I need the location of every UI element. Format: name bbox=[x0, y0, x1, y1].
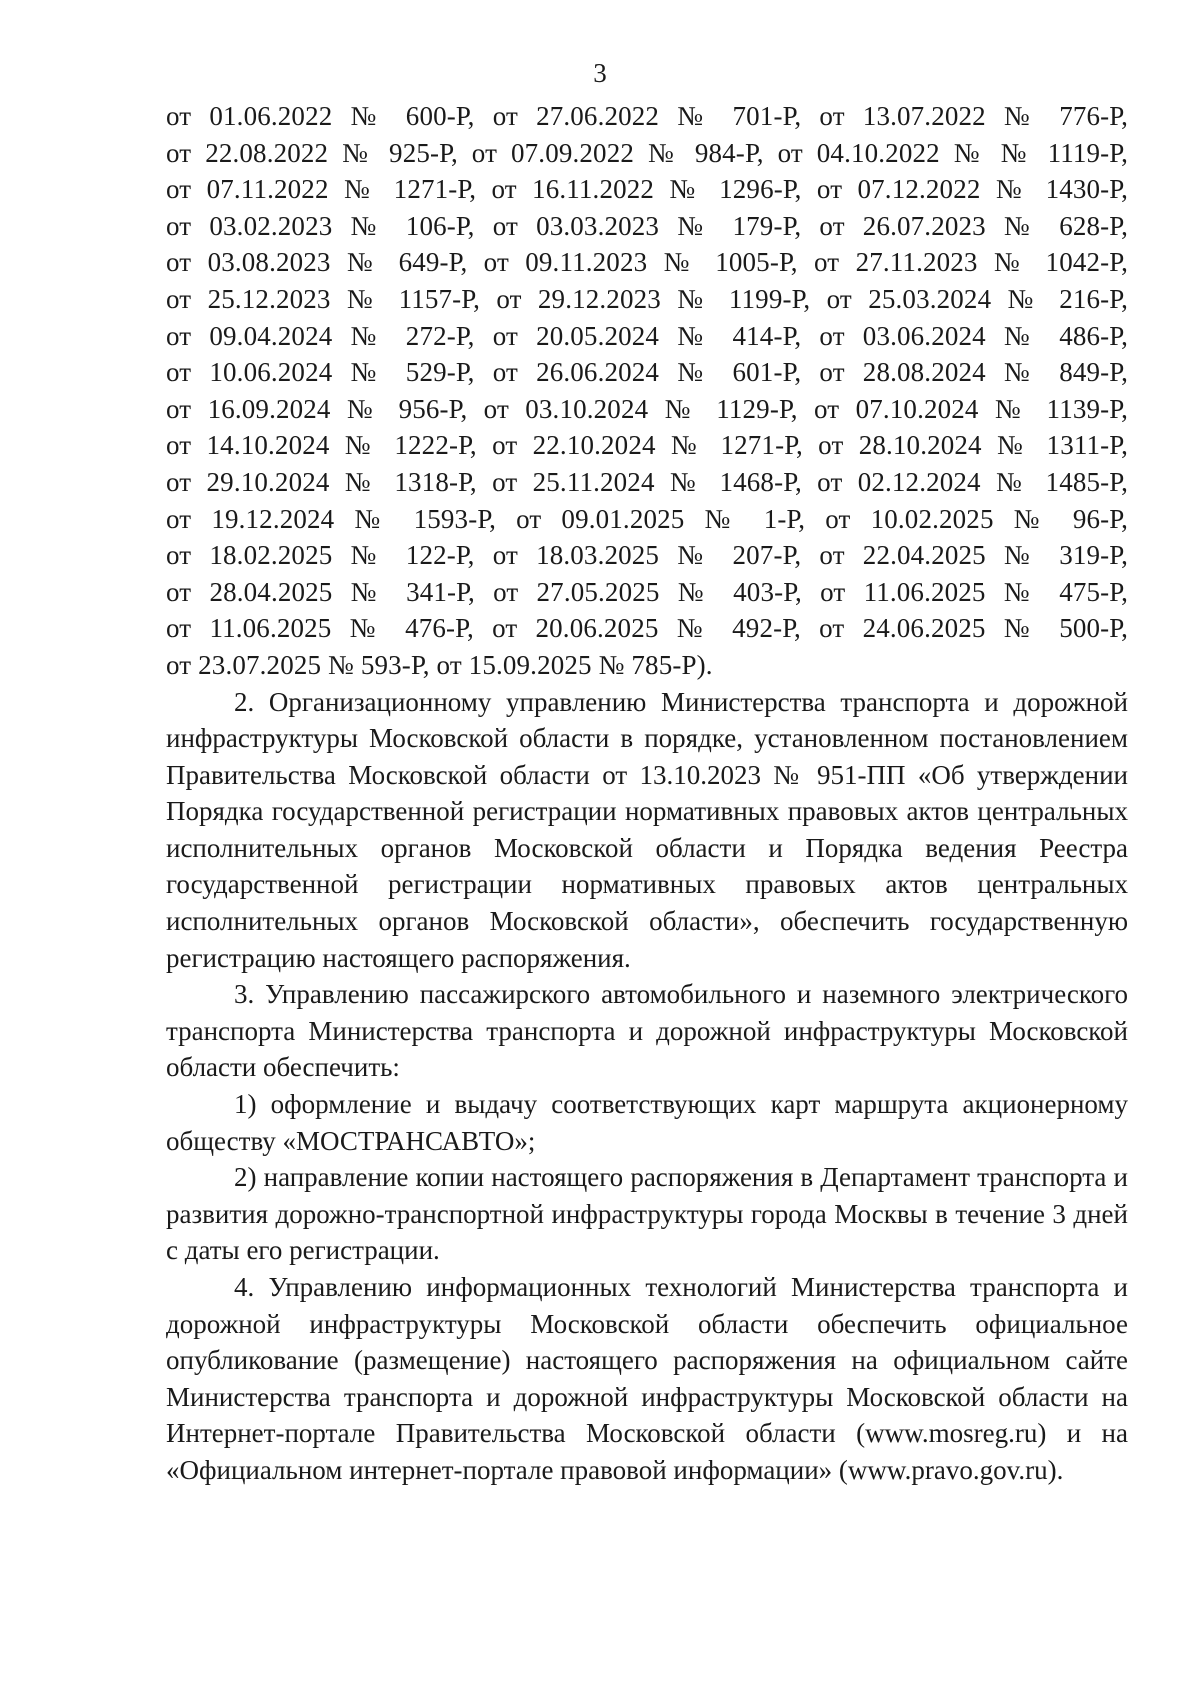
reference-line: от 10.06.2024 № 529-Р, от 26.06.2024 № 601-Р, от 28.08.2024 № 849-Р, bbox=[166, 357, 1128, 388]
reference-line: от 16.09.2024 № 956-Р, от 03.10.2024 № 1129-Р, от 07.10.2024 № 1139-Р, bbox=[166, 393, 1128, 424]
reference-line: от 19.12.2024 № 1593-Р, от 09.01.2025 № 1-Р, от 10.02.2025 № 96-Р, bbox=[166, 503, 1128, 534]
paragraph-3-item-2: 2) направление копии настоящего распоряжения в Департамент транспорта и развития дорожно-транспортной инфраструктуры города Москвы в течение 3 дней с даты его регистрации. bbox=[166, 1162, 1128, 1266]
document-body bbox=[166, 98, 1128, 1489]
paragraph-4-publication: 4. Управлению информационных технологий Министерства транспорта и дорожной инфраструктуры Московской области обеспечить официальное опубликование (размещение) настоящего распоряжения на официальном сайте Министерства транспорта и дорожной инфраструктуры Московской области на Интернет-портале Правительства Московской области (www.mosreg.ru) и на «Официальном интернет-портале правовой информации» (www.pravo.gov.ru). bbox=[166, 1272, 1128, 1485]
reference-line: от 22.08.2022 № 925-Р, от 07.09.2022 № 984-Р, от 04.10.2022 № № 1119-Р, bbox=[166, 137, 1128, 168]
reference-line: от 03.08.2023 № 649-Р, от 09.11.2023 № 1005-Р, от 27.11.2023 № 1042-Р, bbox=[166, 247, 1128, 278]
paragraph-3-passenger-transport: 3. Управлению пассажирского автомобильного и наземного электрического транспорта Министерства транспорта и дорожной инфраструктуры Московской области обеспечить: bbox=[166, 979, 1128, 1083]
page-number: 3 bbox=[593, 58, 607, 88]
reference-line: от 18.02.2025 № 122-Р, от 18.03.2025 № 207-Р, от 22.04.2025 № 319-Р, bbox=[166, 540, 1128, 571]
paragraph-2-state-registration: 2. Организационному управлению Министерства транспорта и дорожной инфраструктуры Московской области в порядке, установленном постановлением Правительства Московской области от 13.10.2023 № 951-ПП «Об утверждении Порядка государственной регистрации нормативных правовых актов центральных исполнительных органов Московской области и Порядка ведения Реестра государственной регистрации нормативных правовых актов центральных исполнительных органов Московской области», обеспечить государственную регистрацию настоящего распоряжения. bbox=[166, 686, 1128, 973]
reference-line: от 29.10.2024 № 1318-Р, от 25.11.2024 № 1468-Р, от 02.12.2024 № 1485-Р, bbox=[166, 466, 1128, 497]
reference-line: от 28.04.2025 № 341-Р, от 27.05.2025 № 403-Р, от 11.06.2025 № 475-Р, bbox=[166, 576, 1128, 607]
reference-line: от 01.06.2022 № 600-Р, от 27.06.2022 № 701-Р, от 13.07.2022 № 776-Р, bbox=[166, 101, 1128, 131]
reference-line: от 07.11.2022 № 1271-Р, от 16.11.2022 № 1296-Р, от 07.12.2022 № 1430-Р, bbox=[166, 174, 1128, 205]
reference-line: от 25.12.2023 № 1157-Р, от 29.12.2023 № 1199-Р, от 25.03.2024 № 216-Р, bbox=[166, 283, 1128, 314]
reference-line: от 23.07.2025 № 593-Р, от 15.09.2025 № 785-Р). bbox=[166, 649, 713, 680]
paragraph-3-item-1: 1) оформление и выдачу соответствующих карт маршрута акционерному обществу «МОСТРАНСАВТО»; bbox=[166, 1089, 1128, 1156]
reference-line: от 03.02.2023 № 106-Р, от 03.03.2023 № 179-Р, от 26.07.2023 № 628-Р, bbox=[166, 210, 1128, 241]
reference-line: от 11.06.2025 № 476-Р, от 20.06.2025 № 492-Р, от 24.06.2025 № 500-Р, bbox=[166, 613, 1128, 644]
reference-line: от 14.10.2024 № 1222-Р, от 22.10.2024 № 1271-Р, от 28.10.2024 № 1311-Р, bbox=[166, 430, 1128, 461]
reference-line: от 09.04.2024 № 272-Р, от 20.05.2024 № 414-Р, от 03.06.2024 № 486-Р, bbox=[166, 320, 1128, 351]
amendment-reference-list bbox=[166, 98, 1128, 684]
